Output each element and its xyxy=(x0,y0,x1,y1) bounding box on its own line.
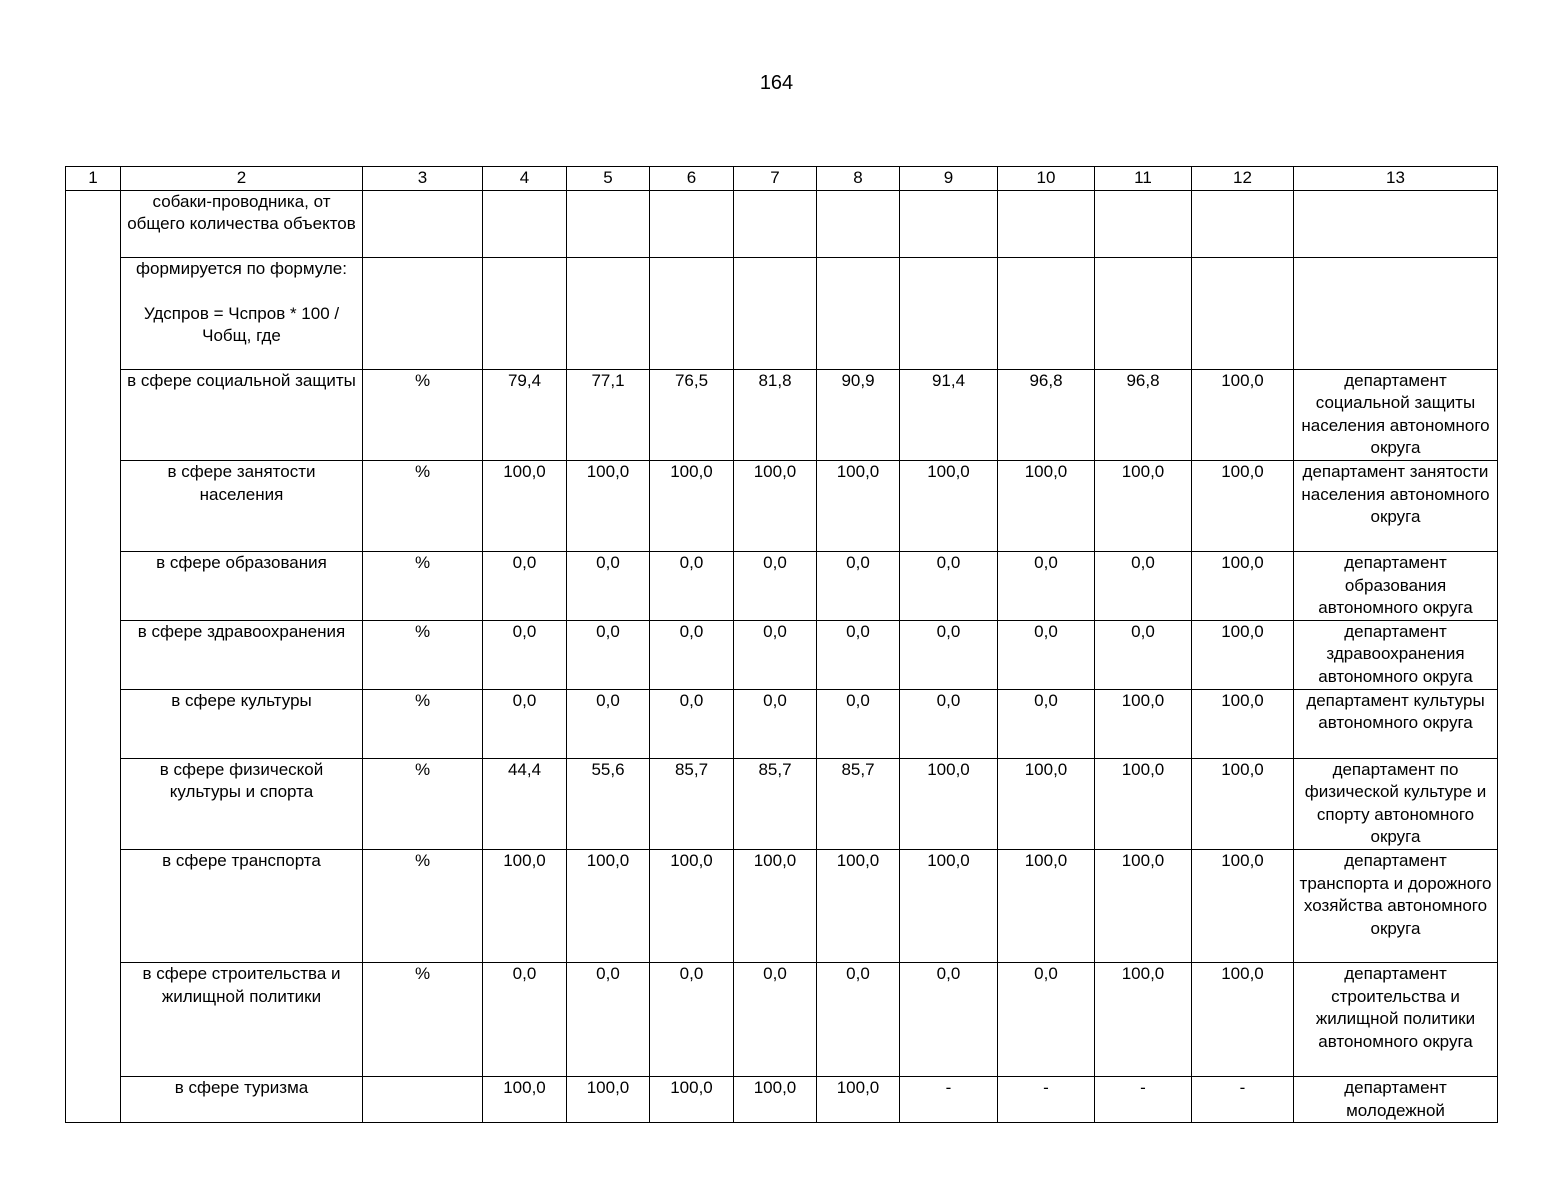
table-row xyxy=(66,962,1498,1076)
value-cell: 0,0 xyxy=(650,551,734,620)
value-cell: 77,1 xyxy=(567,369,650,460)
value-cell: 100,0 xyxy=(734,1076,817,1122)
value-cell: 0,0 xyxy=(650,962,734,1076)
value-cell: 100,0 xyxy=(1192,849,1294,962)
value-cell: 100,0 xyxy=(900,849,998,962)
responsible-cell: департамент строительства и жилищной политики автономного округа xyxy=(1294,962,1498,1076)
indicator-name-cell: в сфере строительства и жилищной политики xyxy=(121,962,363,1076)
unit-cell xyxy=(363,1076,483,1122)
value-cell: 100,0 xyxy=(483,849,567,962)
value-cell: 100,0 xyxy=(900,460,998,551)
value-cell: 0,0 xyxy=(483,689,567,758)
value-cell: 0,0 xyxy=(817,551,900,620)
value-cell: 100,0 xyxy=(1095,689,1192,758)
unit-cell xyxy=(363,257,483,369)
value-cell: 100,0 xyxy=(1095,758,1192,849)
value-cell xyxy=(817,257,900,369)
value-cell xyxy=(998,190,1095,257)
value-cell: 0,0 xyxy=(817,689,900,758)
responsible-cell: департамент занятости населения автономного округа xyxy=(1294,460,1498,551)
indicator-table xyxy=(65,166,1498,1123)
value-cell: 0,0 xyxy=(900,620,998,689)
value-cell xyxy=(483,190,567,257)
header-cell-7: 7 xyxy=(734,167,817,191)
header-cell-9: 9 xyxy=(900,167,998,191)
value-cell: - xyxy=(900,1076,998,1122)
value-cell: 100,0 xyxy=(998,460,1095,551)
indicator-name-cell: в сфере занятости населения xyxy=(121,460,363,551)
value-cell: 100,0 xyxy=(817,849,900,962)
value-cell: 100,0 xyxy=(650,1076,734,1122)
value-cell: 0,0 xyxy=(483,962,567,1076)
value-cell: 0,0 xyxy=(650,689,734,758)
value-cell: 100,0 xyxy=(567,460,650,551)
table-row xyxy=(66,257,1498,369)
value-cell: 100,0 xyxy=(650,460,734,551)
value-cell: 100,0 xyxy=(1192,460,1294,551)
indicator-name-cell: в сфере образования xyxy=(121,551,363,620)
value-cell: 81,8 xyxy=(734,369,817,460)
value-cell: 0,0 xyxy=(734,551,817,620)
header-cell-4: 4 xyxy=(483,167,567,191)
row-number-cell xyxy=(66,190,121,1123)
responsible-cell: департамент культуры автономного округа xyxy=(1294,689,1498,758)
header-cell-6: 6 xyxy=(650,167,734,191)
value-cell: 100,0 xyxy=(483,460,567,551)
table-row xyxy=(66,849,1498,962)
value-cell: 0,0 xyxy=(567,620,650,689)
value-cell xyxy=(650,190,734,257)
unit-cell xyxy=(363,190,483,257)
value-cell: 100,0 xyxy=(1192,620,1294,689)
table-row xyxy=(66,460,1498,551)
value-cell: 0,0 xyxy=(567,689,650,758)
responsible-cell: департамент молодежной xyxy=(1294,1076,1498,1122)
value-cell xyxy=(998,257,1095,369)
header-cell-2: 2 xyxy=(121,167,363,191)
value-cell: 79,4 xyxy=(483,369,567,460)
value-cell xyxy=(650,257,734,369)
value-cell: 0,0 xyxy=(998,962,1095,1076)
table-row xyxy=(66,758,1498,849)
value-cell xyxy=(1095,257,1192,369)
header-cell-5: 5 xyxy=(567,167,650,191)
value-cell: 44,4 xyxy=(483,758,567,849)
value-cell: 0,0 xyxy=(900,689,998,758)
responsible-cell: департамент образования автономного округа xyxy=(1294,551,1498,620)
unit-cell: % xyxy=(363,551,483,620)
indicator-name-cell: в сфере социальной защиты xyxy=(121,369,363,460)
value-cell: 85,7 xyxy=(817,758,900,849)
header-cell-10: 10 xyxy=(998,167,1095,191)
value-cell xyxy=(483,257,567,369)
table-row xyxy=(66,190,1498,257)
indicator-name-cell: в сфере физической культуры и спорта xyxy=(121,758,363,849)
header-cell-12: 12 xyxy=(1192,167,1294,191)
page-number: 164 xyxy=(759,72,794,94)
value-cell: 0,0 xyxy=(1095,620,1192,689)
unit-cell: % xyxy=(363,758,483,849)
value-cell: 0,0 xyxy=(567,962,650,1076)
value-cell: 0,0 xyxy=(483,551,567,620)
indicator-name-cell: в сфере транспорта xyxy=(121,849,363,962)
value-cell: 85,7 xyxy=(734,758,817,849)
value-cell: 100,0 xyxy=(998,758,1095,849)
value-cell xyxy=(817,190,900,257)
responsible-cell: департамент социальной защиты населения автономного округа xyxy=(1294,369,1498,460)
table-row xyxy=(66,551,1498,620)
value-cell: 100,0 xyxy=(900,758,998,849)
value-cell: 76,5 xyxy=(650,369,734,460)
value-cell xyxy=(567,190,650,257)
indicator-name-cell: в сфере культуры xyxy=(121,689,363,758)
value-cell: 100,0 xyxy=(998,849,1095,962)
value-cell: 0,0 xyxy=(734,962,817,1076)
unit-cell: % xyxy=(363,369,483,460)
table-row xyxy=(66,689,1498,758)
value-cell: 0,0 xyxy=(1095,551,1192,620)
header-row xyxy=(66,167,1498,191)
value-cell xyxy=(1192,257,1294,369)
value-cell: 96,8 xyxy=(1095,369,1192,460)
value-cell: 0,0 xyxy=(817,962,900,1076)
value-cell xyxy=(900,257,998,369)
value-cell: 85,7 xyxy=(650,758,734,849)
value-cell: 100,0 xyxy=(1192,758,1294,849)
header-cell-11: 11 xyxy=(1095,167,1192,191)
value-cell: 100,0 xyxy=(1192,689,1294,758)
value-cell: 100,0 xyxy=(567,849,650,962)
header-cell-1: 1 xyxy=(66,167,121,191)
header-cell-8: 8 xyxy=(817,167,900,191)
value-cell: 100,0 xyxy=(483,1076,567,1122)
value-cell: - xyxy=(1095,1076,1192,1122)
value-cell: 55,6 xyxy=(567,758,650,849)
value-cell: 96,8 xyxy=(998,369,1095,460)
value-cell: 0,0 xyxy=(900,551,998,620)
indicator-name-cell: в сфере туризма xyxy=(121,1076,363,1122)
value-cell: 90,9 xyxy=(817,369,900,460)
value-cell: 0,0 xyxy=(483,620,567,689)
value-cell xyxy=(1095,190,1192,257)
value-cell xyxy=(734,257,817,369)
value-cell: 100,0 xyxy=(1095,962,1192,1076)
value-cell: 100,0 xyxy=(650,849,734,962)
responsible-cell: департамент по физической культуре и спорту автономного округа xyxy=(1294,758,1498,849)
indicator-name-cell: собаки-проводника, от общего количества объектов xyxy=(121,190,363,257)
value-cell xyxy=(1192,190,1294,257)
value-cell: 100,0 xyxy=(734,460,817,551)
indicator-name-cell: в сфере здравоохранения xyxy=(121,620,363,689)
value-cell: 100,0 xyxy=(1192,551,1294,620)
indicator-name-cell: формируется по формуле: Удспров = Чспров * 100 / Чобщ, где xyxy=(121,257,363,369)
value-cell: 100,0 xyxy=(734,849,817,962)
unit-cell: % xyxy=(363,460,483,551)
header-cell-3: 3 xyxy=(363,167,483,191)
responsible-cell: департамент транспорта и дорожного хозяйства автономного округа xyxy=(1294,849,1498,962)
unit-cell: % xyxy=(363,849,483,962)
responsible-cell xyxy=(1294,190,1498,257)
value-cell: 0,0 xyxy=(998,689,1095,758)
table-row xyxy=(66,369,1498,460)
responsible-cell xyxy=(1294,257,1498,369)
unit-cell: % xyxy=(363,689,483,758)
value-cell: 100,0 xyxy=(1095,849,1192,962)
value-cell: - xyxy=(1192,1076,1294,1122)
value-cell: 100,0 xyxy=(1192,369,1294,460)
value-cell: - xyxy=(998,1076,1095,1122)
value-cell: 0,0 xyxy=(650,620,734,689)
value-cell: 0,0 xyxy=(734,620,817,689)
value-cell: 0,0 xyxy=(998,551,1095,620)
value-cell: 100,0 xyxy=(817,460,900,551)
value-cell: 0,0 xyxy=(817,620,900,689)
table-row xyxy=(66,1076,1498,1122)
unit-cell: % xyxy=(363,962,483,1076)
value-cell: 100,0 xyxy=(1192,962,1294,1076)
value-cell: 100,0 xyxy=(1095,460,1192,551)
value-cell xyxy=(734,190,817,257)
value-cell xyxy=(567,257,650,369)
table-row xyxy=(66,620,1498,689)
value-cell: 0,0 xyxy=(567,551,650,620)
header-cell-13: 13 xyxy=(1294,167,1498,191)
value-cell: 100,0 xyxy=(567,1076,650,1122)
value-cell: 91,4 xyxy=(900,369,998,460)
value-cell: 0,0 xyxy=(900,962,998,1076)
value-cell: 0,0 xyxy=(998,620,1095,689)
unit-cell: % xyxy=(363,620,483,689)
value-cell: 100,0 xyxy=(817,1076,900,1122)
value-cell xyxy=(900,190,998,257)
value-cell: 0,0 xyxy=(734,689,817,758)
responsible-cell: департамент здравоохранения автономного округа xyxy=(1294,620,1498,689)
